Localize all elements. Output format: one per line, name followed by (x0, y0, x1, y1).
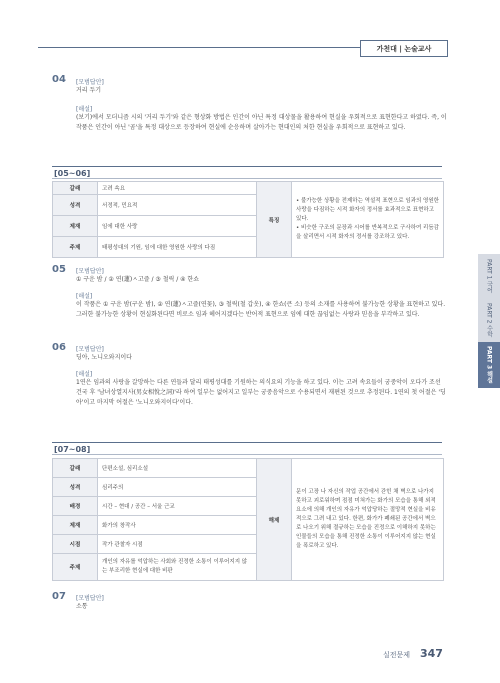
answer-text: 소통 (76, 603, 88, 610)
header-tab-right: 논술교사 (404, 45, 432, 53)
section-title-07-08: [07~08] (52, 442, 442, 455)
explanation-tag: [해설] (76, 293, 93, 300)
feature-item: • 비슷한 구조의 문장과 시어를 반복적으로 구사하여 리듬감을 살리면서 시적 화자의 정서를 강조하고 있다. (296, 225, 439, 240)
feature-label: 특징 (257, 182, 292, 258)
row-label: 성격 (53, 195, 98, 216)
answer-text: 거리 두기 (76, 87, 102, 94)
work-info-table-07-08 (52, 458, 444, 581)
row-value: 심리주의 (98, 478, 257, 497)
row-value: 화가의 창작사 (98, 516, 257, 535)
feature-item: • 불가능한 상황을 전제하는 역설적 표현으로 임과의 영원한 사랑을 다짐하는 시적 화자의 정서를 효과적으로 표현하고 있다. (296, 198, 439, 222)
explanation-text: 이 작품은 ① 구운 밤(구운 밤), ② 연(蓮)ㅅ고즐(연꽃), ③ 철릭(철 갑옷), ④ 한쇼(큰 소) 등의 소재를 사용하여 불가능한 상황을 표현하고 있다. 그러한 불가능한 상황이 현실화된다면 비로소 임과 헤어지겠다는 반어적 표현으로 임에 대한 끊임없는 사랑과 믿음을 부각하고 있다. (76, 301, 446, 318)
side-tab-part1[interactable]: PART 1 국어 (478, 254, 500, 298)
row-label: 제재 (53, 216, 98, 237)
explanation-text: (보기)에서 모더니즘 시의 '거리 두기'와 같은 형상화 방법은 인간이 아닌 특정 대상물을 활용하여 현실을 우회적으로 표현한다고 하였다. 즉, 이 작품은 인간이 아닌 '곰'을 특정 대상으로 등장하여 현실에 순응하며 살아가는 현대인의 처한 현실을 우회적으로 표현하고 있다. (76, 114, 447, 131)
row-label: 갈래 (53, 459, 98, 478)
header-tab-divider: | (399, 45, 405, 53)
row-label: 주제 (53, 237, 98, 258)
question-number-04: 04 (52, 74, 66, 85)
row-value: 임에 대한 사랑 (98, 216, 257, 237)
row-value: 작가 관찰자 시점 (98, 535, 257, 554)
row-value: 태평성대의 기원, 임에 대한 영원한 사랑의 다짐 (98, 237, 257, 258)
answer-tag: [모범답안] (76, 79, 104, 86)
row-label: 시점 (53, 535, 98, 554)
side-tab-part2[interactable]: PART 2 수학 (478, 298, 500, 342)
work-info-table-05-06 (52, 181, 444, 258)
row-value: 서정적, 민요적 (98, 195, 257, 216)
explanation-tag: [해설] (76, 106, 93, 113)
row-value: 개인의 자유를 억압하는 사회와 진정한 소통이 이루어지지 않는 부조리한 현실에 대한 비판 (98, 554, 257, 581)
row-value: 시간 – 현대 / 공간 – 서울 근교 (98, 497, 257, 516)
feature-cell (292, 182, 444, 258)
header-tab (360, 40, 448, 57)
answer-tag: [모범답안] (76, 346, 104, 353)
row-label: 성격 (53, 478, 98, 497)
question-number-07: 07 (52, 591, 66, 602)
answer-tag: [모범답안] (76, 595, 104, 602)
feature-cell: 문이 고장 나 자신의 작업 공간에서 갇힌 채 벽으로 나가지 못하고 괴로워하며 점점 미쳐가는 화가의 모습을 통해 외적 요소에 의해 개인의 자유가 억압당하는 절망적 현실을 비유적으로 그려 내고 있다. 한편, 화가가 폐쇄된 공간에서 벽으로 나오기 위해 절규하는 모습을 진정으로 이해하지 못하는 인물들의 모습을 통해 진정한 소통이 이루어지지 않는 현실을 폭로하고 있다. (292, 459, 444, 581)
answer-text: 딩아, 노니오와지이다 (76, 354, 132, 361)
row-value: 고려 속요 (98, 182, 257, 195)
page-number: 347 (420, 647, 443, 660)
row-label: 제재 (53, 516, 98, 535)
question-number-06: 06 (52, 342, 66, 353)
header-tab-left: 가천대 (376, 45, 397, 53)
explanation-tag: [해설] (76, 371, 93, 378)
row-value: 단편소설, 심리소설 (98, 459, 257, 478)
answer-text: ① 구운 밤 / ② 연(蓮)ㅅ고즐 / ③ 철릭 / ④ 한쇼 (76, 276, 199, 283)
question-number-05: 05 (52, 264, 66, 275)
row-label: 배경 (53, 497, 98, 516)
row-label: 주제 (53, 554, 98, 581)
row-label: 갈래 (53, 182, 98, 195)
side-tab-part3[interactable]: PART 3 해설 (478, 342, 500, 388)
feature-label: 해제 (257, 459, 292, 581)
answer-tag: [모범답안] (76, 268, 104, 275)
explanation-text: 1연은 임과의 사랑을 갈망하는 다른 연들과 달리 태평성대를 기원하는 의식요의 기능을 하고 있다. 이는 고려 속요들이 궁중악이 오다가 조선 건국 후 '남녀상열지사(男女相悅之詞)'라 하여 일부는 없어지고 일부는 궁중음악으로 수용되면서 재편된 것으로 추정된다. 1연의 첫 어절은 '딩아'이고 마지막 어절은 '노니오와지이다'이다. (76, 379, 446, 406)
section-title-05-06: [05~06] (52, 166, 442, 179)
footer-label: 실전문제 (383, 651, 411, 659)
